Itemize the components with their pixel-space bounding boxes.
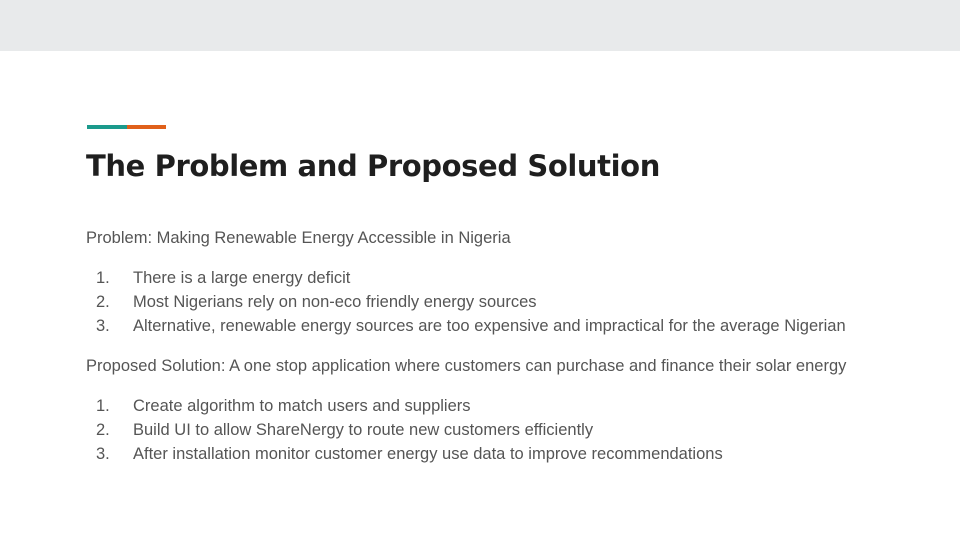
accent-bar-orange — [127, 125, 166, 129]
top-band — [0, 0, 960, 51]
list-item — [86, 290, 946, 314]
problem-list — [86, 266, 946, 338]
accent-bar-teal — [87, 125, 127, 129]
list-item — [86, 314, 946, 338]
list-text: After installation monitor customer energy use data to improve recommendations — [133, 445, 723, 463]
list-text: Alternative, renewable energy sources are too expensive and impractical for the average Nigerian — [133, 317, 846, 335]
list-text: Most Nigerians rely on non-eco friendly energy sources — [133, 293, 537, 311]
list-item — [86, 442, 946, 466]
slide-title: The Problem and Proposed Solution — [86, 149, 660, 183]
list-text: Build UI to allow ShareNergy to route new customers efficiently — [133, 421, 594, 439]
list-number: 1. — [96, 269, 110, 287]
solution-heading: Proposed Solution: A one stop application where customers can purchase and finance their solar energy — [86, 357, 847, 375]
list-item — [86, 394, 946, 418]
list-number: 3. — [96, 445, 110, 463]
list-item — [86, 418, 946, 442]
slide-body — [86, 226, 946, 466]
list-text: Create algorithm to match users and suppliers — [133, 397, 471, 415]
solution-list — [86, 394, 946, 466]
problem-heading: Problem: Making Renewable Energy Accessible in Nigeria — [86, 229, 511, 247]
list-number: 2. — [96, 293, 110, 311]
list-item — [86, 266, 946, 290]
list-number: 2. — [96, 421, 110, 439]
list-number: 1. — [96, 397, 110, 415]
list-number: 3. — [96, 317, 110, 335]
title-accent-bar — [87, 125, 166, 129]
list-text: There is a large energy deficit — [133, 269, 351, 287]
